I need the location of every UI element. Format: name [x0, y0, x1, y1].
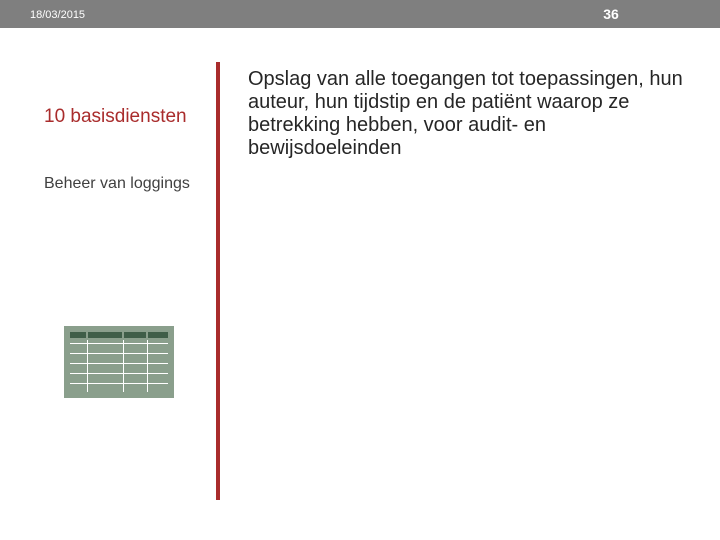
- top-bar: [0, 0, 720, 28]
- table-icon-column: [147, 340, 148, 392]
- table-icon-header-cell: [70, 332, 86, 338]
- section-title: 10 basisdiensten: [44, 106, 187, 127]
- table-icon-row: [70, 343, 168, 344]
- table-icon: [64, 326, 174, 398]
- table-icon-header-cell: [148, 332, 168, 338]
- table-icon-row: [70, 383, 168, 384]
- table-icon-row: [70, 353, 168, 354]
- table-icon-column: [87, 340, 88, 392]
- slide-number: 36: [603, 6, 619, 22]
- section-subtitle: Beheer van loggings: [44, 175, 190, 192]
- table-icon-column: [123, 340, 124, 392]
- table-icon-header-cell: [88, 332, 122, 338]
- table-icon-row: [70, 373, 168, 374]
- vertical-divider: [216, 62, 220, 500]
- slide-date: 18/03/2015: [30, 9, 86, 21]
- table-icon-header-cell: [124, 332, 146, 338]
- table-icon-row: [70, 363, 168, 364]
- main-text: Opslag van alle toegangen tot toepassingen, hun auteur, hun tijdstip en de patiënt waarop ze betrekking hebben, voor audit- en bewijsdoeleinden: [248, 68, 683, 159]
